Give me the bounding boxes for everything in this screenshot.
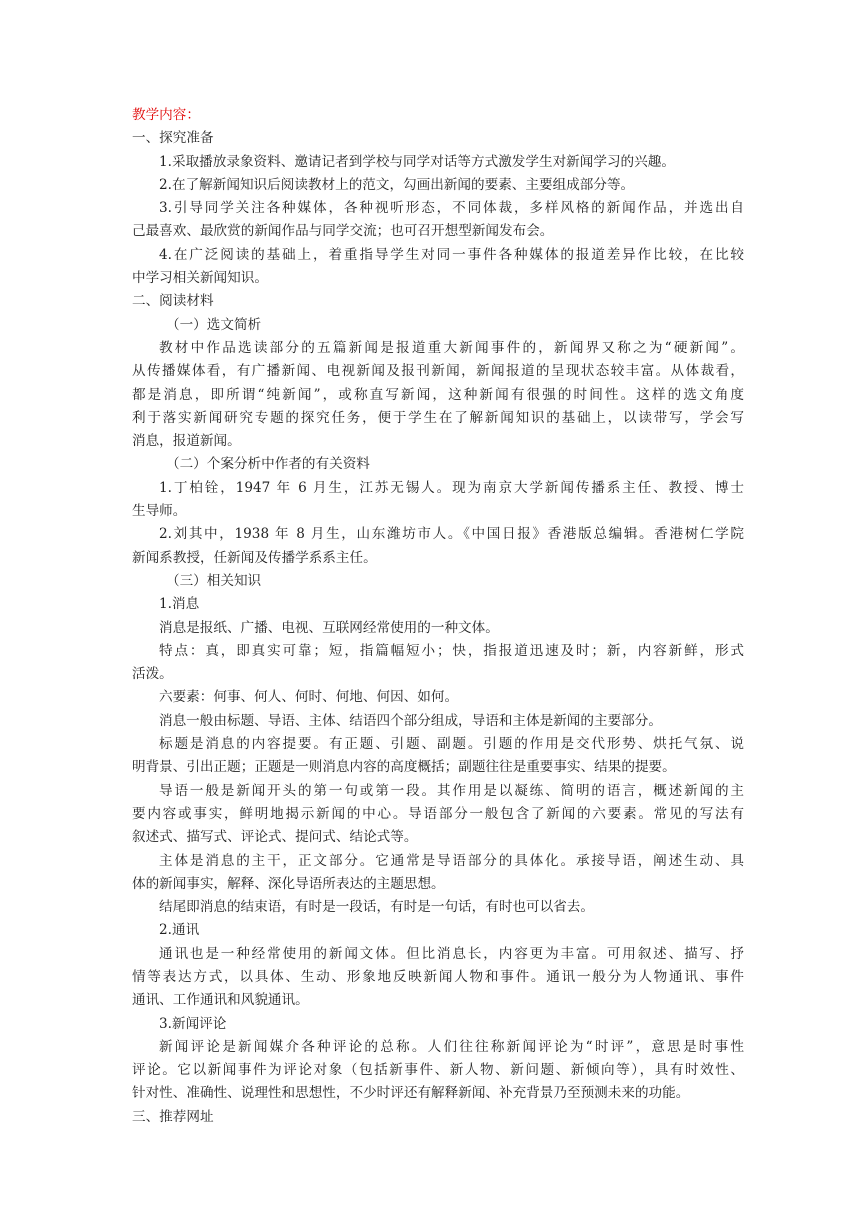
text-line: 己最喜欢、最欣赏的新闻作品与同学交流；也可召开想型新闻发布会。 bbox=[132, 223, 554, 240]
text-line: 评论。它以新闻事件为评论对象（包括新事件、新人物、新问题、新倾向等），具有时效性、 bbox=[132, 1062, 744, 1079]
text-line: 2.在了解新闻知识后阅读教材上的范文，勾画出新闻的要素、主要组成部分等。 bbox=[159, 176, 635, 193]
text-line: 都是消息，即所谓“纯新闻”，或称直写新闻，这种新闻有很强的时间性。这样的选文角度 bbox=[132, 386, 744, 403]
text-line: 通讯、工作通讯和风貌通讯。 bbox=[132, 992, 309, 1009]
text-line: 从传播媒体看，有广播新闻、电视新闻及报刊新闻，新闻报道的呈现状态较丰富。从体裁看， bbox=[132, 363, 744, 380]
text-line: 体的新闻事实，解释、深化导语所表达的主题思想。 bbox=[132, 875, 445, 892]
text-line: 主体是消息的主干，正文部分。它通常是导语部分的具体化。承接导语，阐述生动、具 bbox=[159, 852, 744, 869]
text-line: 导语一般是新闻开头的第一句或第一段。其作用是以凝练、简明的语言，概述新闻的主 bbox=[159, 782, 744, 799]
text-line: 标题是消息的内容提要。有正题、引题、副题。引题的作用是交代形势、烘托气氛、说 bbox=[159, 736, 744, 753]
text-line: 二、阅读材料 bbox=[132, 293, 214, 310]
text-line: 通讯也是一种经常使用的新闻文体。但比消息长，内容更为丰富。可用叙述、描写、抒 bbox=[159, 945, 744, 962]
text-line: 消息是报纸、广播、电视、互联网经常使用的一种文体。 bbox=[159, 619, 499, 636]
text-line: 一、探究准备 bbox=[132, 130, 214, 147]
text-line: 叙述式、描写式、评论式、提问式、结论式等。 bbox=[132, 829, 418, 846]
text-line: 要内容或事实，鲜明地揭示新闻的中心。导语部分一般包含了新闻的六要素。常见的写法有 bbox=[132, 805, 744, 822]
text-line: 结尾即消息的结束语，有时是一段话，有时是一句话，有时也可以省去。 bbox=[159, 899, 594, 916]
text-line: 4.在广泛阅读的基础上，着重指导学生对同一事件各种媒体的报道差异作比较，在比较 bbox=[159, 246, 744, 263]
text-line: 生导师。 bbox=[132, 503, 187, 520]
text-line: 2.刘其中，1938 年 8 月生，山东潍坊市人。《中国日报》香港版总编辑。香港树仁学院 bbox=[159, 526, 744, 543]
text-line: 消息，报道新闻。 bbox=[132, 433, 241, 450]
text-line: 情等表达方式，以具体、生动、形象地反映新闻人物和事件。通讯一般分为人物通讯、事件 bbox=[132, 968, 744, 985]
document-body bbox=[132, 104, 744, 1129]
text-line: 明背景、引出正题；正题是一则消息内容的高度概括；副题往往是重要事实、结果的提要。 bbox=[132, 759, 676, 776]
section-heading: 教学内容： bbox=[132, 107, 200, 123]
text-line: 2.通讯 bbox=[159, 922, 200, 939]
text-line: 1.采取播放录象资料、邀请记者到学校与同学对话等方式激发学生对新闻学习的兴趣。 bbox=[159, 153, 675, 170]
text-line: 利于落实新闻研究专题的探究任务，便于学生在了解新闻知识的基础上，以读带写，学会写 bbox=[132, 409, 744, 426]
text-line: 活泼。 bbox=[132, 666, 173, 683]
text-line: （三）相关知识 bbox=[166, 572, 262, 589]
text-line: 六要素：何事、何人、何时、何地、何因、如何。 bbox=[159, 689, 459, 706]
text-line: 三、推荐网址 bbox=[132, 1108, 214, 1125]
text-line: 新闻系教授，任新闻及传播学系系主任。 bbox=[132, 549, 377, 566]
text-line: 特点：真，即真实可靠；短，指篇幅短小；快，指报道迅速及时；新，内容新鲜，形式 bbox=[159, 642, 744, 659]
text-line: 新闻评论是新闻媒介各种评论的总称。人们往往称新闻评论为“时评”，意思是时事性 bbox=[159, 1038, 744, 1055]
text-line: 教材中作品选读部分的五篇新闻是报道重大新闻事件的，新闻界又称之为“硬新闻”。 bbox=[159, 339, 744, 356]
text-line: 1.消息 bbox=[159, 596, 200, 613]
text-line: 消息一般由标题、导语、主体、结语四个部分组成，导语和主体是新闻的主要部分。 bbox=[159, 712, 662, 729]
text-line: （二）个案分析中作者的有关资料 bbox=[166, 456, 370, 473]
text-line: 中学习相关新闻知识。 bbox=[132, 270, 268, 287]
text-line: （一）选文简析 bbox=[166, 316, 262, 333]
text-line: 1.丁柏铨，1947 年 6 月生，江苏无锡人。现为南京大学新闻传播系主任、教授、博士 bbox=[159, 479, 744, 496]
text-line: 3.新闻评论 bbox=[159, 1015, 227, 1032]
text-line: 针对性、准确性、说理性和思想性，不少时评还有解释新闻、补充背景乃至预测未来的功能。 bbox=[132, 1085, 690, 1102]
text-line: 3.引导同学关注各种媒体，各种视听形态，不同体裁，多样风格的新闻作品，并选出自 bbox=[159, 200, 744, 217]
